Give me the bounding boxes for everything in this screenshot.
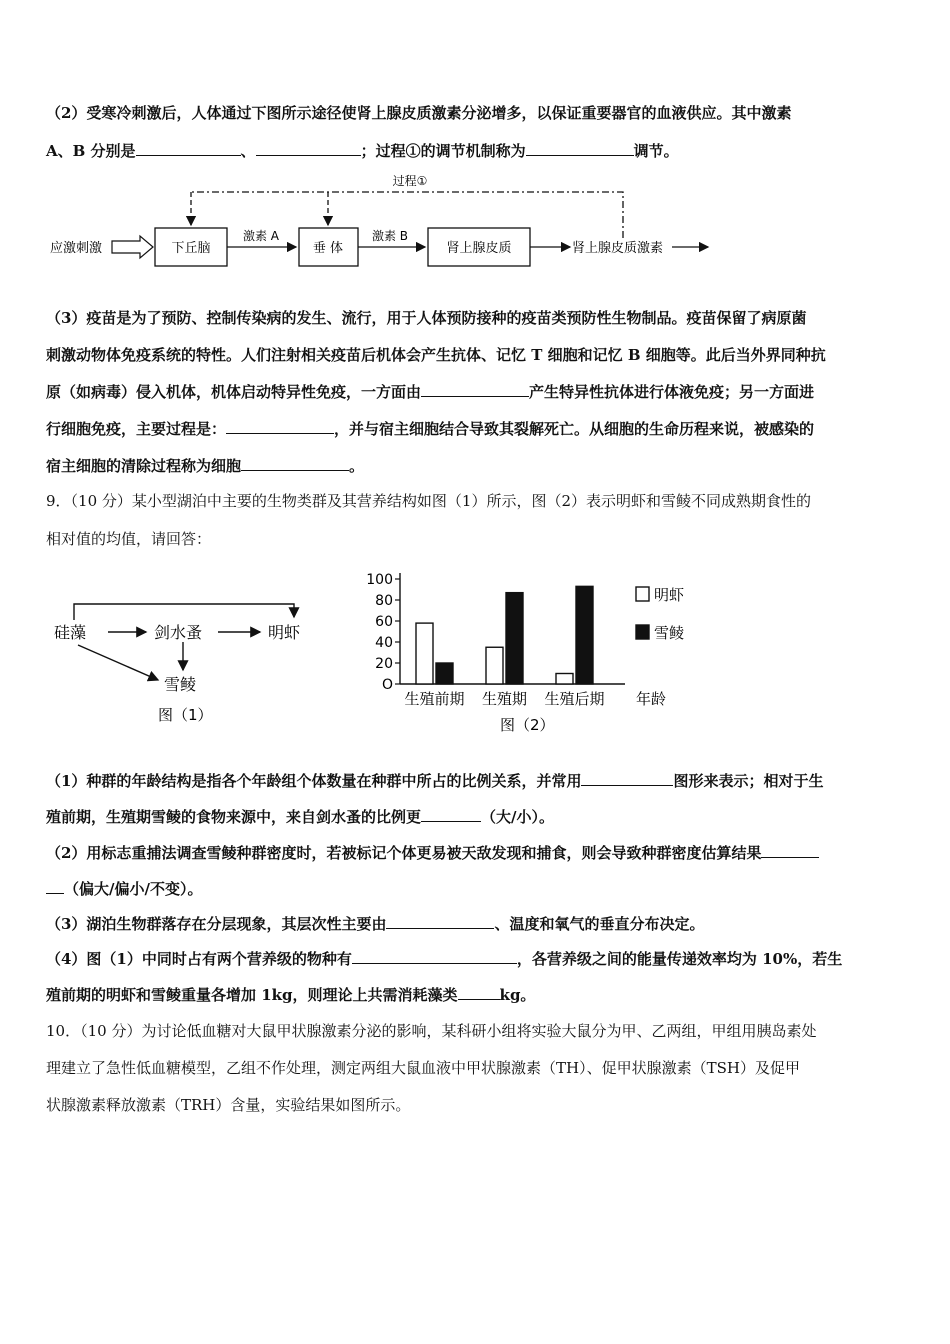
q9-text: （2）用标志重捕法调查雪鲮种群密度时，若被标记个体更易被天敌发现和捕食，则会导致种群密度估算结果 xyxy=(46,844,762,862)
fish-node: 雪鲮 xyxy=(164,675,197,694)
q8-text: 。 xyxy=(349,457,365,475)
q10-stem-line2: 理建立了急性低血糖模型，乙组不作处理，测定两组大鼠血液中甲状腺激素（TH）、促甲状腺激素（TSH）及促甲 xyxy=(46,1059,800,1077)
y-tick-label: 80 xyxy=(375,593,393,609)
q9-sub4-line2 xyxy=(46,985,535,1005)
x-tick-label: 生殖后期 xyxy=(544,690,605,708)
answer-blank[interactable] xyxy=(458,985,500,1000)
q9-sub3 xyxy=(46,914,704,934)
q9-text: （4）图（1）中同时占有两个营养级的物种有 xyxy=(46,950,352,968)
arrow-diatom-shrimp xyxy=(74,604,294,620)
hollow-arrow-icon xyxy=(112,236,153,258)
food-web-diagram xyxy=(46,590,316,730)
copepod-node: 剑水蚤 xyxy=(154,623,203,642)
figure1-caption: 图（1） xyxy=(158,706,213,724)
y-tick-label: 20 xyxy=(375,656,393,672)
q8-part3-line5 xyxy=(46,456,364,476)
hypothalamus-label: 下丘脑 xyxy=(171,241,211,256)
q9-sub1-line2 xyxy=(46,807,554,827)
answer-blank[interactable] xyxy=(241,456,349,471)
q9-text: ，各营养级之间的能量传递效率均为 10%，若生 xyxy=(516,950,843,968)
q8-text: ，并与宿主细胞结合导致其裂解死亡。从细胞的生命历程来说，被感染的 xyxy=(334,420,815,438)
legend-swatch-fish xyxy=(636,625,649,639)
q9-sub2-line2 xyxy=(46,879,202,899)
q9-text: 图形来表示；相对于生 xyxy=(673,772,824,790)
q10-stem-line1: 10．（10 分）为讨论低血糖对大鼠甲状腺激素分泌的影响，某科研小组将实验大鼠分为甲、乙两组，甲组用胰岛素处 xyxy=(46,1022,817,1040)
answer-blank[interactable] xyxy=(256,141,361,156)
arrow-diatom-fish xyxy=(78,645,158,680)
diet-bar-chart xyxy=(360,565,700,745)
answer-blank[interactable] xyxy=(421,807,481,822)
y-tick-label: O xyxy=(381,677,393,693)
answer-blank[interactable] xyxy=(761,843,819,858)
bar-fish xyxy=(576,586,593,684)
pituitary-label: 垂 体 xyxy=(312,241,344,256)
bar-shrimp xyxy=(416,623,433,684)
stimulus-label: 应激刺激 xyxy=(50,241,103,256)
q8-part3-line4 xyxy=(46,419,814,439)
q10-stem-line3: 状腺激素释放激素（TRH）含量，实验结果如图所示。 xyxy=(46,1096,411,1114)
bar-shrimp xyxy=(486,647,503,684)
q8-text: 产生特异性抗体进行体液免疫；另一方面进 xyxy=(529,383,815,401)
q9-sub1-line1 xyxy=(46,771,823,791)
answer-blank[interactable] xyxy=(136,141,241,156)
q8-text: 调节。 xyxy=(633,142,679,160)
shrimp-node: 明虾 xyxy=(268,623,301,642)
q9-sub4-line1 xyxy=(46,949,842,969)
x-tick-label: 生殖前期 xyxy=(404,690,465,708)
answer-blank[interactable] xyxy=(421,382,529,397)
q9-stem-line1: 9．（10 分）某小型湖泊中主要的生物类群及其营养结构如图（1）所示，图（2）表示明虾和雪鲮不同成熟期食性的 xyxy=(46,492,811,510)
q8-text: 宿主细胞的清除过程称为细胞 xyxy=(46,457,242,475)
answer-blank[interactable] xyxy=(526,141,634,156)
answer-blank[interactable] xyxy=(581,771,673,786)
diatom-node: 硅藻 xyxy=(54,623,87,642)
q8-text: A、B 分别是 xyxy=(46,142,136,160)
process-label: 过程① xyxy=(392,174,428,188)
bar-shrimp xyxy=(556,674,573,685)
bar-fish xyxy=(506,593,523,684)
q8-text: 行细胞免疫，主要过程是： xyxy=(46,420,227,438)
q9-text: 殖前期，生殖期雪鲮的食物来源中，来自剑水蚤的比例更 xyxy=(46,808,422,826)
legend-label: 明虾 xyxy=(654,586,685,604)
q8-part3-line3 xyxy=(46,382,814,402)
legend-swatch-shrimp xyxy=(636,587,649,601)
q8-part2-line1: （2）受寒冷刺激后，人体通过下图所示途径使肾上腺皮质激素分泌增多，以保证重要器官的血液供应。其中激素 xyxy=(46,104,792,122)
q9-sub2-line1 xyxy=(46,843,819,863)
y-tick-label: 40 xyxy=(375,635,393,651)
q8-part2-line2 xyxy=(46,141,679,161)
adrenal-cortex-label: 肾上腺皮质 xyxy=(446,241,512,256)
q9-stem-line2: 相对值的均值，请回答： xyxy=(46,530,212,548)
q8-text: 原（如病毒）侵入机体，机体启动特异性免疫，一方面由 xyxy=(46,383,422,401)
q8-text: 、 xyxy=(240,142,256,160)
q9-text: （大/小）。 xyxy=(481,808,554,826)
figure2-caption: 图（2） xyxy=(500,716,555,734)
answer-blank[interactable] xyxy=(386,914,494,929)
q8-text: ；过程①的调节机制称为 xyxy=(360,142,526,160)
q9-text: （偏大/偏小/不变）。 xyxy=(64,880,203,898)
q8-part3-line2: 刺激动物体免疫系统的特性。人们注射相关疫苗后机体会产生抗体、记忆 T 细胞和记忆 B 细胞等。此后当外界同种抗 xyxy=(46,346,826,364)
answer-blank[interactable] xyxy=(352,949,517,964)
y-tick-label: 100 xyxy=(366,572,393,588)
y-tick-label: 60 xyxy=(375,614,393,630)
hormone-a-label: 激素 A xyxy=(242,229,280,243)
q9-text: （3）湖泊生物群落存在分层现象，其层次性主要由 xyxy=(46,915,387,933)
legend-label: 雪鲮 xyxy=(654,624,685,642)
hormone-b-label: 激素 B xyxy=(371,229,409,243)
q8-part3-line1: （3）疫苗是为了预防、控制传染病的发生、流行，用于人体预防接种的疫苗类预防性生物制品。疫苗保留了病原菌 xyxy=(46,309,807,327)
q9-text: （1）种群的年龄结构是指各个年龄组个体数量在种群中所占的比例关系，并常用 xyxy=(46,772,582,790)
answer-blank[interactable] xyxy=(46,879,64,894)
q9-text: 、温度和氧气的垂直分布决定。 xyxy=(494,915,705,933)
output-label: 肾上腺皮质激素 xyxy=(572,241,664,256)
q9-text: 殖前期的明虾和雪鲮重量各增加 1kg，则理论上共需消耗藻类 xyxy=(46,986,458,1004)
q9-text: kg。 xyxy=(499,986,536,1004)
bar-fish xyxy=(436,663,453,684)
x-axis-label: 年龄 xyxy=(636,690,667,708)
answer-blank[interactable] xyxy=(226,419,334,434)
x-tick-label: 生殖期 xyxy=(481,690,528,708)
hormone-flow-diagram xyxy=(40,172,720,282)
